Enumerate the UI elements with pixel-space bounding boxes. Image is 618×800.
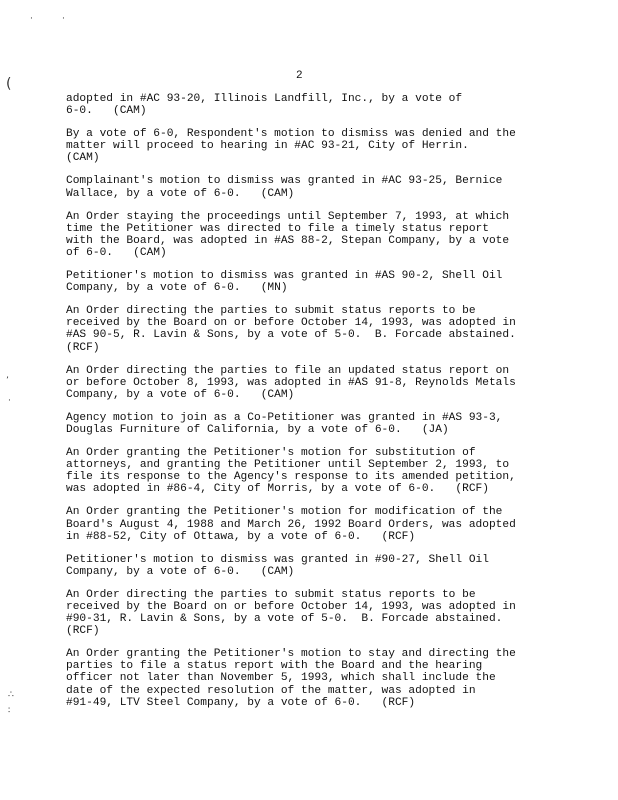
paragraph (66, 128, 546, 164)
text-line: 6-0. (CAM) (66, 105, 147, 118)
text-line: #AS 90-5, R. Lavin & Sons, by a vote of 5-0. B. Forcade abstained. (66, 329, 516, 342)
paragraph (66, 365, 546, 401)
text-line: An Order staying the proceedings until September 7, 1993, at which (66, 210, 510, 223)
text-line: parties to file a status report with the Board and the hearing (66, 660, 483, 673)
text-line: adopted in #AC 93-20, Illinois Landfill, Inc., by a vote of (66, 93, 463, 105)
scan-mark-margin-2: ’ (6, 376, 9, 386)
paragraph (66, 93, 546, 117)
text-line: of 6-0. (CAM) (66, 246, 167, 259)
paragraph (66, 589, 546, 637)
text-line: An Order granting the Petitioner's motion to stay and directing the (66, 648, 516, 661)
body-text (66, 93, 546, 720)
paragraph (66, 270, 546, 294)
text-line: An Order granting the Petitioner's motion for substitution of (66, 447, 476, 460)
text-line: Douglas Furniture of California, by a vote of 6-0. (JA) (66, 423, 449, 436)
text-line: Company, by a vote of 6-0. (CAM) (66, 565, 295, 578)
text-line: matter will proceed to hearing in #AC 93-21, City of Herrin. (66, 140, 469, 153)
text-line: Complainant's motion to dismiss was granted in #AC 93-25, Bernice (66, 175, 503, 188)
text-line: Company, by a vote of 6-0. (MN) (66, 282, 288, 295)
scan-mark-top: · (30, 14, 33, 24)
text-line: file its response to the Agency's response to its amended petition, (66, 471, 516, 484)
paragraph (66, 648, 546, 708)
scan-mark-bottom-2: ∶ (8, 706, 11, 716)
text-line: with the Board, was adopted in #AS 88-2, Stepan Company, by a vote (66, 234, 510, 247)
page-number: 2 (296, 70, 303, 82)
scan-mark-bottom: ∴ (8, 690, 14, 700)
text-line: (RCF) (66, 341, 100, 354)
paragraph (66, 447, 546, 495)
text-line: (RCF) (66, 625, 100, 638)
text-line: An Order directing the parties to file an updated status report on (66, 364, 510, 377)
text-line: Board's August 4, 1988 and March 26, 1992 Board Orders, was adopted (66, 518, 516, 531)
text-line: officer not later than November 5, 1993, which shall include the (66, 672, 496, 685)
paragraph (66, 554, 546, 578)
text-line: date of the expected resolution of the matter, was adopted in (66, 684, 476, 697)
text-line: Company, by a vote of 6-0. (CAM) (66, 388, 295, 401)
text-line: (CAM) (66, 152, 100, 165)
text-line: or before October 8, 1993, was adopted in #AS 91-8, Reynolds Metals (66, 376, 516, 389)
paragraph (66, 305, 546, 353)
scan-mark-margin-3: · (8, 396, 11, 406)
text-line: received by the Board on or before October 14, 1993, was adopted in (66, 317, 516, 330)
text-line: in #88-52, City of Ottawa, by a vote of 6-0. (RCF) (66, 530, 416, 543)
text-line: Petitioner's motion to dismiss was granted in #AS 90-2, Shell Oil (66, 270, 503, 283)
paragraph (66, 175, 546, 199)
text-line: Wallace, by a vote of 6-0. (CAM) (66, 187, 295, 200)
paragraph (66, 211, 546, 259)
scan-mark-top-2: · (62, 14, 65, 24)
text-line: received by the Board on or before October 14, 1993, was adopted in (66, 601, 516, 613)
text-line: Petitioner's motion to dismiss was granted in #90-27, Shell Oil (66, 553, 489, 566)
paragraph (66, 506, 546, 542)
scan-mark-margin: ( (6, 76, 12, 92)
text-line: An Order directing the parties to submit status reports to be (66, 305, 476, 318)
text-line: #90-31, R. Lavin & Sons, by a vote of 5-0. B. Forcade abstained. (66, 613, 503, 626)
text-line: attorneys, and granting the Petitioner until September 2, 1993, to (66, 459, 510, 472)
text-line: An Order directing the parties to submit status reports to be (66, 588, 476, 601)
text-line: time the Petitioner was directed to file a timely status report (66, 222, 489, 235)
text-line: #91-49, LTV Steel Company, by a vote of 6-0. (RCF) (66, 696, 416, 709)
paragraph (66, 412, 546, 436)
text-line: By a vote of 6-0, Respondent's motion to dismiss was denied and the (66, 128, 516, 141)
text-line: was adopted in #86-4, City of Morris, by a vote of 6-0. (RCF) (66, 483, 489, 496)
text-line: An Order granting the Petitioner's motion for modification of the (66, 506, 503, 519)
text-line: Agency motion to join as a Co-Petitioner was granted in #AS 93-3, (66, 411, 503, 424)
